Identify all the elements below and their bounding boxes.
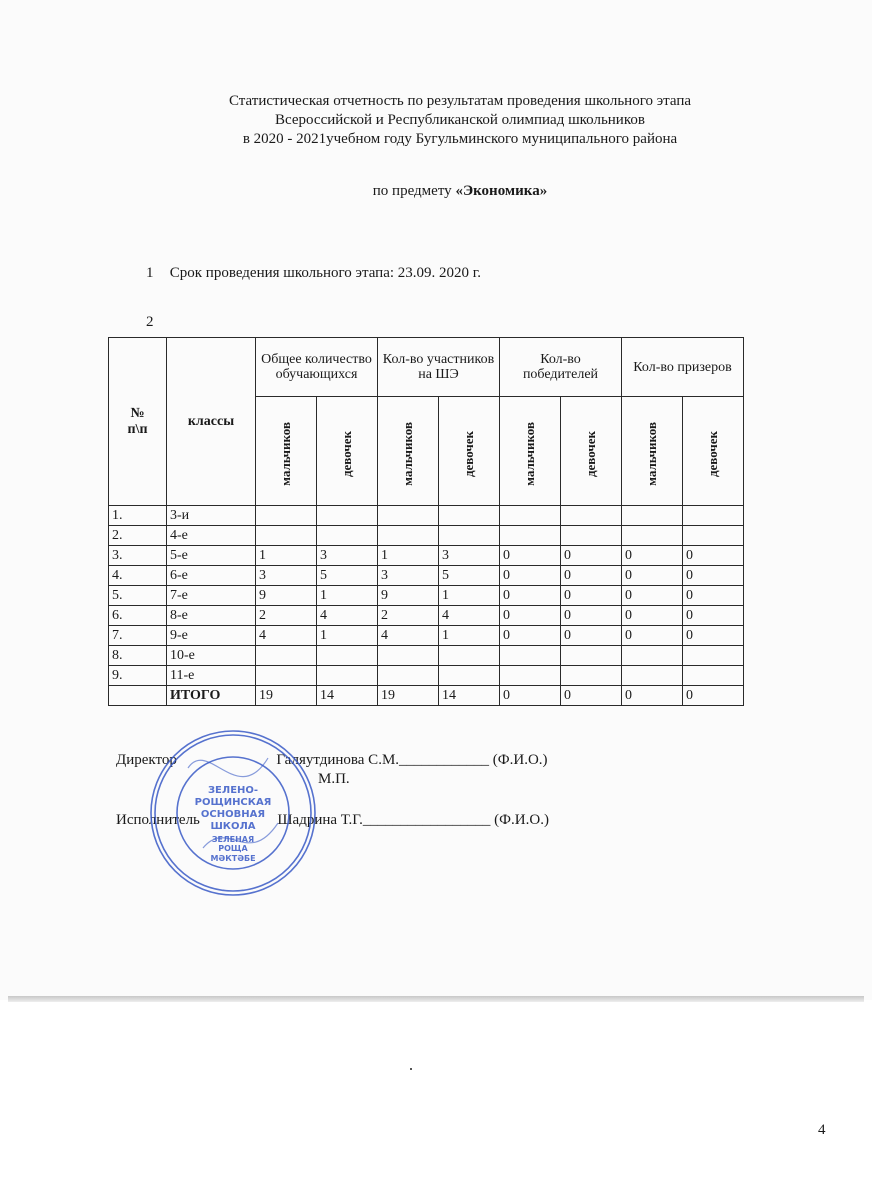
table-cell: 3.: [109, 546, 167, 566]
table-cell: 0: [622, 586, 683, 606]
report-title: [100, 92, 820, 149]
table-cell: [561, 506, 622, 526]
sub-header-girls: девочек: [439, 397, 500, 506]
table-cell: [109, 686, 167, 706]
table-cell: [439, 526, 500, 546]
table-cell: 1: [256, 546, 317, 566]
table-cell: [683, 506, 744, 526]
table-cell: [500, 666, 561, 686]
table-cell: 0: [561, 606, 622, 626]
table-cell: 0: [500, 546, 561, 566]
table-cell: 4-е: [167, 526, 256, 546]
svg-text:ЗЕЛЕНО-: ЗЕЛЕНО-: [207, 785, 259, 796]
table-cell: [500, 646, 561, 666]
table-cell: 11-е: [167, 666, 256, 686]
table-row: [109, 566, 744, 586]
table-cell: [256, 506, 317, 526]
table-cell: 0: [561, 626, 622, 646]
sub-header-boys: мальчиков: [622, 397, 683, 506]
table-cell: 0: [622, 606, 683, 626]
table-cell: 1: [378, 546, 439, 566]
table-cell: 2.: [109, 526, 167, 546]
table-cell: [256, 666, 317, 686]
table-cell: 8-е: [167, 606, 256, 626]
director-name: Галяутдинова С.М.____________ (Ф.И.О.): [276, 752, 548, 768]
table-cell: 1: [317, 626, 378, 646]
table-cell: 19: [256, 686, 317, 706]
table-cell: 0: [683, 546, 744, 566]
table-cell: 3: [317, 546, 378, 566]
group-header-participants: Кол-во участников на ШЭ: [378, 338, 500, 397]
table-cell: 4: [378, 626, 439, 646]
sub-header-girls: девочек: [561, 397, 622, 506]
table-cell: 9: [378, 586, 439, 606]
table-cell: 0: [500, 606, 561, 626]
table-cell: 0: [622, 686, 683, 706]
table-cell: 19: [378, 686, 439, 706]
table-cell: [561, 666, 622, 686]
table-cell: 10-е: [167, 646, 256, 666]
table-cell: 0: [561, 566, 622, 586]
svg-text:РОЩА: РОЩА: [218, 844, 248, 853]
table-cell: [256, 526, 317, 546]
col-header-class: классы: [167, 338, 256, 506]
svg-text:МӘКТӘБЕ: МӘКТӘБЕ: [210, 854, 256, 863]
table-cell: [683, 666, 744, 686]
title-line-3: в 2020 - 2021учебном году Бугульминского муниципального района: [242, 131, 678, 147]
table-cell: 3: [439, 546, 500, 566]
table-cell: 2: [256, 606, 317, 626]
table-cell: 0: [561, 546, 622, 566]
page-edge: [8, 996, 864, 1002]
table-row: [109, 646, 744, 666]
subject-line: [100, 183, 820, 200]
table-cell: 7.: [109, 626, 167, 646]
table-cell: 1: [317, 586, 378, 606]
table-cell: [439, 666, 500, 686]
table-cell: 5: [317, 566, 378, 586]
statistics-table: [108, 337, 744, 706]
list-item-1: [146, 265, 481, 282]
table-cell: [622, 646, 683, 666]
svg-text:ОСНОВНАЯ: ОСНОВНАЯ: [200, 809, 266, 820]
sub-header-boys: мальчиков: [378, 397, 439, 506]
table-cell: [256, 646, 317, 666]
col-header-number: № п\п: [109, 338, 167, 506]
table-cell: 0: [683, 586, 744, 606]
table-cell: 0: [500, 586, 561, 606]
table-cell: 0: [622, 546, 683, 566]
table-cell: 1.: [109, 506, 167, 526]
table-cell: 4.: [109, 566, 167, 586]
table-cell: 0: [683, 606, 744, 626]
group-header-total: Общее количество обучающихся: [256, 338, 378, 397]
table-cell: 3: [378, 566, 439, 586]
table-cell: 14: [439, 686, 500, 706]
total-label: ИТОГО: [167, 686, 256, 706]
svg-text:ЗЕЛЕНАЯ: ЗЕЛЕНАЯ: [211, 835, 255, 844]
subject-prefix: по предмету: [372, 183, 456, 199]
table-cell: 0: [561, 586, 622, 606]
svg-text:РОЩИНСКАЯ: РОЩИНСКАЯ: [194, 797, 272, 808]
table-cell: 0: [500, 626, 561, 646]
table-cell: [317, 646, 378, 666]
table-cell: 3-и: [167, 506, 256, 526]
page-number: 4: [818, 1122, 826, 1138]
sub-header-girls: девочек: [317, 397, 378, 506]
table-cell: 0: [561, 686, 622, 706]
table-cell: 0: [683, 626, 744, 646]
table-cell: 4: [439, 606, 500, 626]
title-line-1: Статистическая отчетность по результатам проведения школьного этапа: [228, 93, 692, 109]
table-cell: [500, 506, 561, 526]
table-cell: [378, 506, 439, 526]
list-item-2: [146, 314, 154, 331]
table-row: [109, 606, 744, 626]
table-cell: 3: [256, 566, 317, 586]
table-cell: 4: [317, 606, 378, 626]
table-total-row: [109, 686, 744, 706]
director-label: Директор: [116, 752, 177, 768]
table-cell: [561, 646, 622, 666]
table-cell: [317, 526, 378, 546]
table-row: [109, 666, 744, 686]
table-cell: [378, 666, 439, 686]
table-cell: [439, 646, 500, 666]
table-cell: 0: [500, 566, 561, 586]
seal-place: М.П.: [318, 771, 350, 787]
list-item-text: Срок проведения школьного этапа: 23.09. 2020 г.: [169, 265, 481, 281]
executor-label: Исполнитель: [116, 812, 200, 828]
svg-text:ШКОЛА: ШКОЛА: [210, 821, 256, 832]
table-row: [109, 586, 744, 606]
sub-header-boys: мальчиков: [256, 397, 317, 506]
table-cell: [683, 646, 744, 666]
table-cell: 5.: [109, 586, 167, 606]
table-cell: [439, 506, 500, 526]
table-cell: 0: [683, 686, 744, 706]
table-cell: 7-е: [167, 586, 256, 606]
table-cell: [622, 666, 683, 686]
title-line-2: Всероссийской и Республиканской олимпиад школьников: [275, 112, 645, 128]
table-row: [109, 506, 744, 526]
scan-speck: [410, 1068, 412, 1070]
school-stamp: [148, 728, 318, 898]
subject-name: «Экономика»: [455, 183, 548, 199]
list-item-number: 1: [146, 265, 154, 281]
table-cell: 0: [622, 566, 683, 586]
group-header-winners: Кол-во победителей: [500, 338, 622, 397]
table-cell: 1: [439, 586, 500, 606]
sub-header-girls: девочек: [683, 397, 744, 506]
table-cell: [378, 526, 439, 546]
table-cell: 1: [439, 626, 500, 646]
table-cell: 0: [683, 566, 744, 586]
table-cell: 9-е: [167, 626, 256, 646]
table-cell: 5: [439, 566, 500, 586]
table-cell: 0: [622, 626, 683, 646]
executor-name: Шадрина Т.Г._________________ (Ф.И.О.): [277, 812, 549, 828]
table-cell: 14: [317, 686, 378, 706]
list-item-number: 2: [146, 314, 154, 330]
table-cell: [622, 506, 683, 526]
table-cell: 8.: [109, 646, 167, 666]
group-header-prizewinners: Кол-во призеров: [622, 338, 744, 397]
sub-header-boys: мальчиков: [500, 397, 561, 506]
table-cell: [378, 646, 439, 666]
table-cell: 6-е: [167, 566, 256, 586]
table-cell: [622, 526, 683, 546]
table-cell: 6.: [109, 606, 167, 626]
table-cell: 9.: [109, 666, 167, 686]
table-row: [109, 546, 744, 566]
table-cell: [317, 506, 378, 526]
table-cell: 2: [378, 606, 439, 626]
table-cell: 9: [256, 586, 317, 606]
table-cell: 0: [500, 686, 561, 706]
table-cell: [317, 666, 378, 686]
table-cell: [561, 526, 622, 546]
table-row: [109, 626, 744, 646]
table-row: [109, 526, 744, 546]
table-cell: 5-е: [167, 546, 256, 566]
table-cell: 4: [256, 626, 317, 646]
table-cell: [500, 526, 561, 546]
table-cell: [683, 526, 744, 546]
